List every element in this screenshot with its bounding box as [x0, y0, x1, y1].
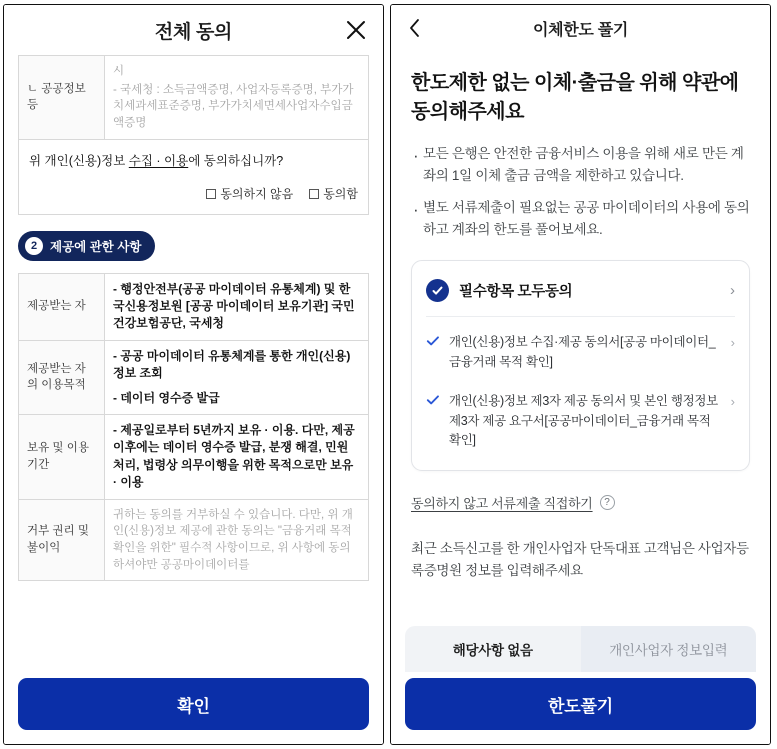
check-circle-icon[interactable] [426, 279, 449, 302]
left-footer [4, 660, 383, 744]
chevron-right-icon[interactable]: › [730, 394, 735, 410]
table-row [19, 340, 369, 414]
chevron-right-icon[interactable]: › [730, 335, 735, 351]
divider [426, 316, 735, 317]
table-row [19, 499, 369, 581]
agreement-card [411, 260, 750, 471]
agree-item-1[interactable] [426, 323, 735, 382]
segment-not-applicable[interactable]: 해당사항 없음 [405, 626, 581, 672]
segmented-control[interactable] [405, 626, 756, 672]
table-row [19, 273, 369, 340]
notice-text: 최근 소득신고를 한 개인사업자 단독대표 고객님은 사업자등록증명원 정보를 입력해주세요 [411, 541, 749, 578]
radio-disagree-label: 동의하지 않음 [220, 187, 294, 202]
section-number: 2 [25, 237, 43, 255]
agree-all-label: 필수항목 모두동의 [459, 284, 573, 301]
row-label: 거부 권리 및 불이익 [19, 499, 105, 581]
row-value: - 제공일로부터 5년까지 보유 · 이용. 다만, 제공 이후에는 데이터 영수증 발급, 분쟁 해결, 민원 처리, 법령상 의무이행을 위한 목적으로만 보유 · 이용 [105, 415, 369, 500]
question-mark-icon[interactable]: ? [600, 495, 615, 510]
row-label: 보유 및 이용기간 [19, 415, 105, 500]
manual-submit-link[interactable]: 동의하지 않고 서류제출 직접하기 [411, 496, 593, 512]
agree-radio-group[interactable] [29, 185, 358, 204]
right-phone-screen [390, 4, 771, 745]
row-value: - 행정안전부(공공 마이데이터 유통체계) 및 한국신용정보원 [공공 마이데이터 보유기관] 국민건강보험공단, 국세청 [105, 273, 369, 340]
segment-business-info[interactable]: 개인사업자 정보입력 [581, 626, 757, 672]
section-badge [18, 231, 155, 261]
right-footer [391, 626, 770, 744]
radio-agree[interactable] [309, 185, 358, 204]
close-icon[interactable] [343, 17, 369, 43]
agree-item-2[interactable] [426, 382, 735, 460]
list-item: · 별도 서류제출이 필요없는 공공 마이데이터의 사용에 동의하고 계좌의 한도를 풀어보세요. [411, 197, 750, 241]
release-limit-button[interactable]: 한도풀기 [405, 678, 756, 730]
confirm-button[interactable]: 확인 [18, 678, 369, 730]
consent-table-provision [18, 273, 369, 582]
page-title: 전체 동의 [154, 21, 233, 43]
row-value: - 공공 마이데이터 유통체계를 통한 개인(신용)정보 조회 - 데이터 영수증 발급 [105, 340, 369, 414]
right-header [391, 5, 770, 51]
check-icon[interactable] [426, 334, 440, 353]
radio-disagree[interactable] [206, 185, 293, 204]
table-row [19, 56, 369, 140]
agree-question-block [18, 140, 369, 215]
left-header [4, 5, 383, 55]
table-row [19, 415, 369, 500]
row-label: ㄴ 공공정보 등 [19, 56, 105, 140]
row-value: 시 - 국세청 : 소득금액증명, 사업자등록증명, 부가가치세과세표준증명, 부가가치세면세사업자수입금액증명 [105, 56, 369, 140]
row-label: 제공받는 자의 이용목적 [19, 340, 105, 414]
row-value: 귀하는 동의를 거부하실 수 있습니다. 다만, 위 개인(신용)정보 제공에 관한 동의는 "금융거래 목적 확인을 위한" 필수적 사항이므로, 위 사항에 동의하셔야만 공공마이데이터를 [105, 499, 369, 581]
left-phone-screen [3, 4, 384, 745]
list-item: · 모든 은행은 안전한 금융서비스 이용을 위해 새로 만든 계좌의 1일 이체 출금 금액을 제한하고 있습니다. [411, 143, 750, 187]
consent-table-top [18, 55, 369, 140]
heading: 한도제한 없는 이체·출금을 위해 약관에 동의해주세요 [411, 72, 739, 123]
check-icon[interactable] [426, 393, 440, 412]
chevron-right-icon[interactable]: › [730, 282, 735, 300]
bullet-list [411, 143, 750, 240]
checkbox-square-icon[interactable] [309, 189, 319, 199]
agree-item-label: 개인(신용)정보 제3자 제공 동의서 및 본인 행정정보 제3자 제공 요구서[공공마이데이터_금융거래 목적 확인] [449, 394, 718, 447]
left-scroll-body[interactable] [4, 55, 383, 744]
chevron-left-icon[interactable] [403, 15, 429, 41]
manual-submit-row [411, 493, 750, 512]
section-label: 제공에 관한 사항 [50, 239, 142, 254]
radio-agree-label: 동의함 [323, 187, 358, 202]
row-label: 제공받는 자 [19, 273, 105, 340]
agree-question-text: 위 개인(신용)정보 수집 · 이용에 동의하십니까? [29, 153, 284, 168]
checkbox-square-icon[interactable] [206, 189, 216, 199]
page-title: 이체한도 풀기 [532, 21, 629, 39]
agree-all-row[interactable] [426, 265, 735, 316]
agree-item-label: 개인(신용)정보 수집·제공 동의서[공공 마이데이터_금융거래 목적 확인] [449, 335, 716, 369]
